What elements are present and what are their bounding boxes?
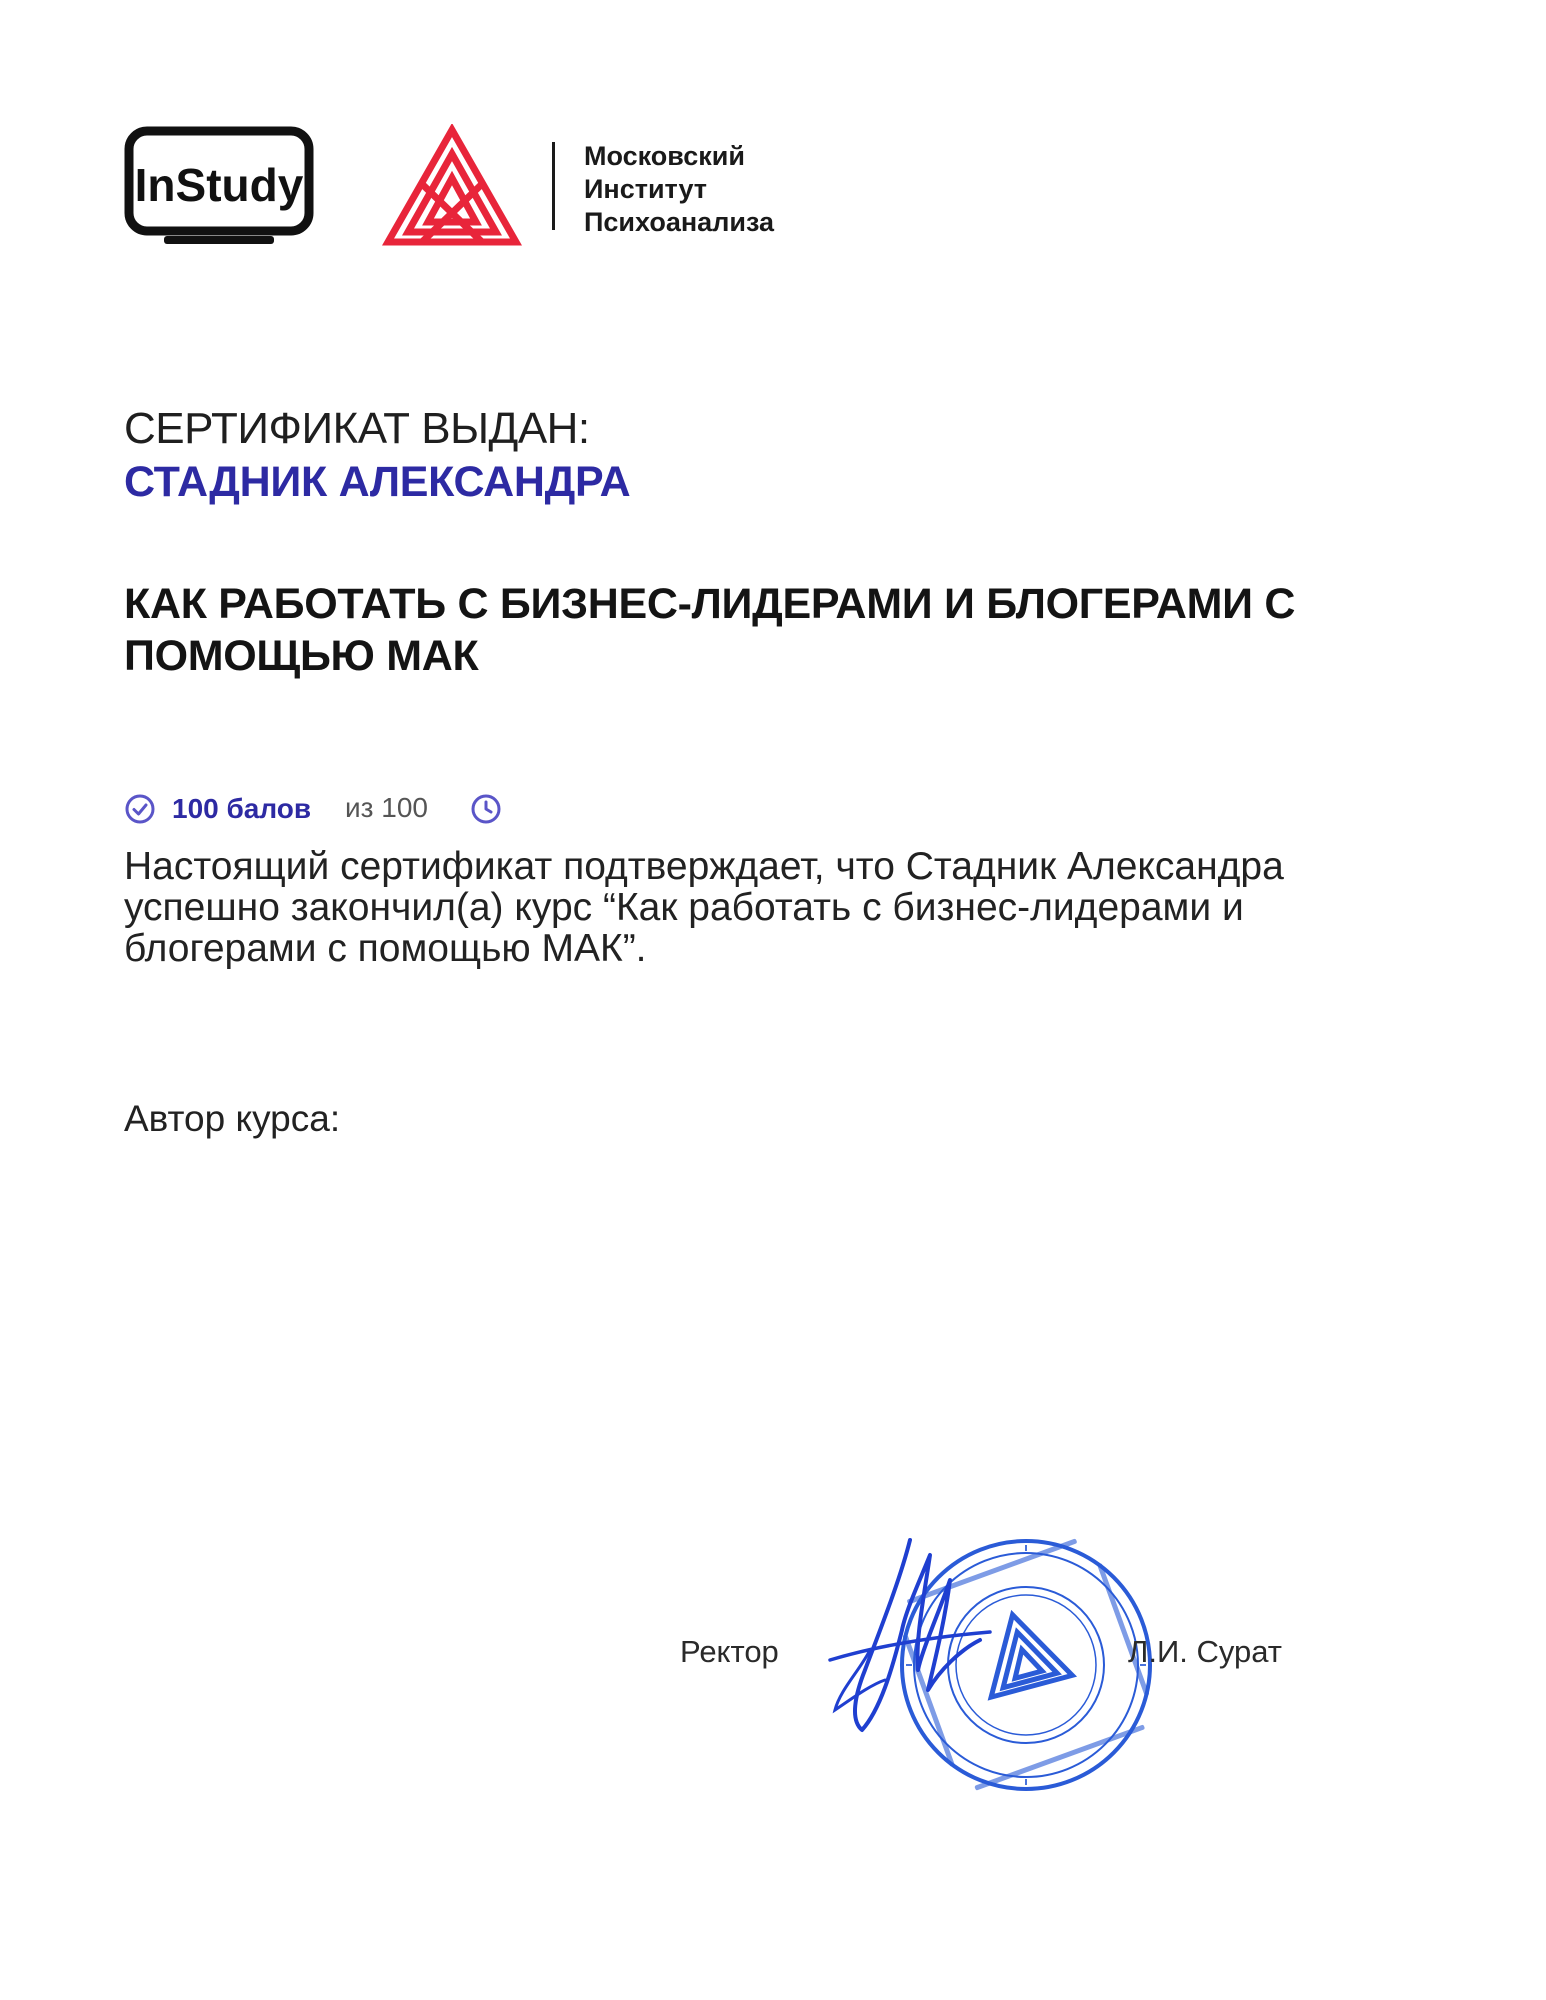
instudy-logo: [124, 126, 314, 246]
check-circle-icon: [124, 793, 156, 825]
author-label: Автор курса:: [124, 1098, 341, 1139]
rector-signature: [810, 1520, 1000, 1760]
course-title: КАК РАБОТАТЬ С БИЗНЕС-ЛИДЕРАМИ И БЛОГЕРАМИ С ПОМОЩЬЮ МАК: [124, 580, 1296, 680]
institute-name: [584, 140, 774, 239]
certificate-body-text: Настоящий сертификат подтверждает, что Стадник Александра успешно закончил(а) курс “Как работать с бизнес-лидерами и блогерами с помощью МАК”.: [124, 845, 1284, 970]
rector-label: Ректор: [680, 1634, 779, 1669]
institute-name-line-2: Институт: [584, 174, 708, 204]
issued-label: СЕРТИФИКАТ ВЫДАН:: [124, 404, 590, 453]
signer-name: Л.И. Сурат: [1128, 1634, 1283, 1669]
logo-divider: [552, 142, 555, 230]
score-max: из 100: [345, 792, 428, 823]
institute-name-line-3: Психоанализа: [584, 207, 775, 237]
mip-triangle-logo: [382, 124, 522, 248]
clock-icon: [470, 793, 502, 825]
score-value: 100 балов: [172, 793, 312, 824]
recipient-name: СТАДНИК АЛЕКСАНДРА: [124, 458, 631, 506]
instudy-logo-text: InStudy: [134, 159, 304, 211]
institute-name-line-1: Московский: [584, 141, 745, 171]
